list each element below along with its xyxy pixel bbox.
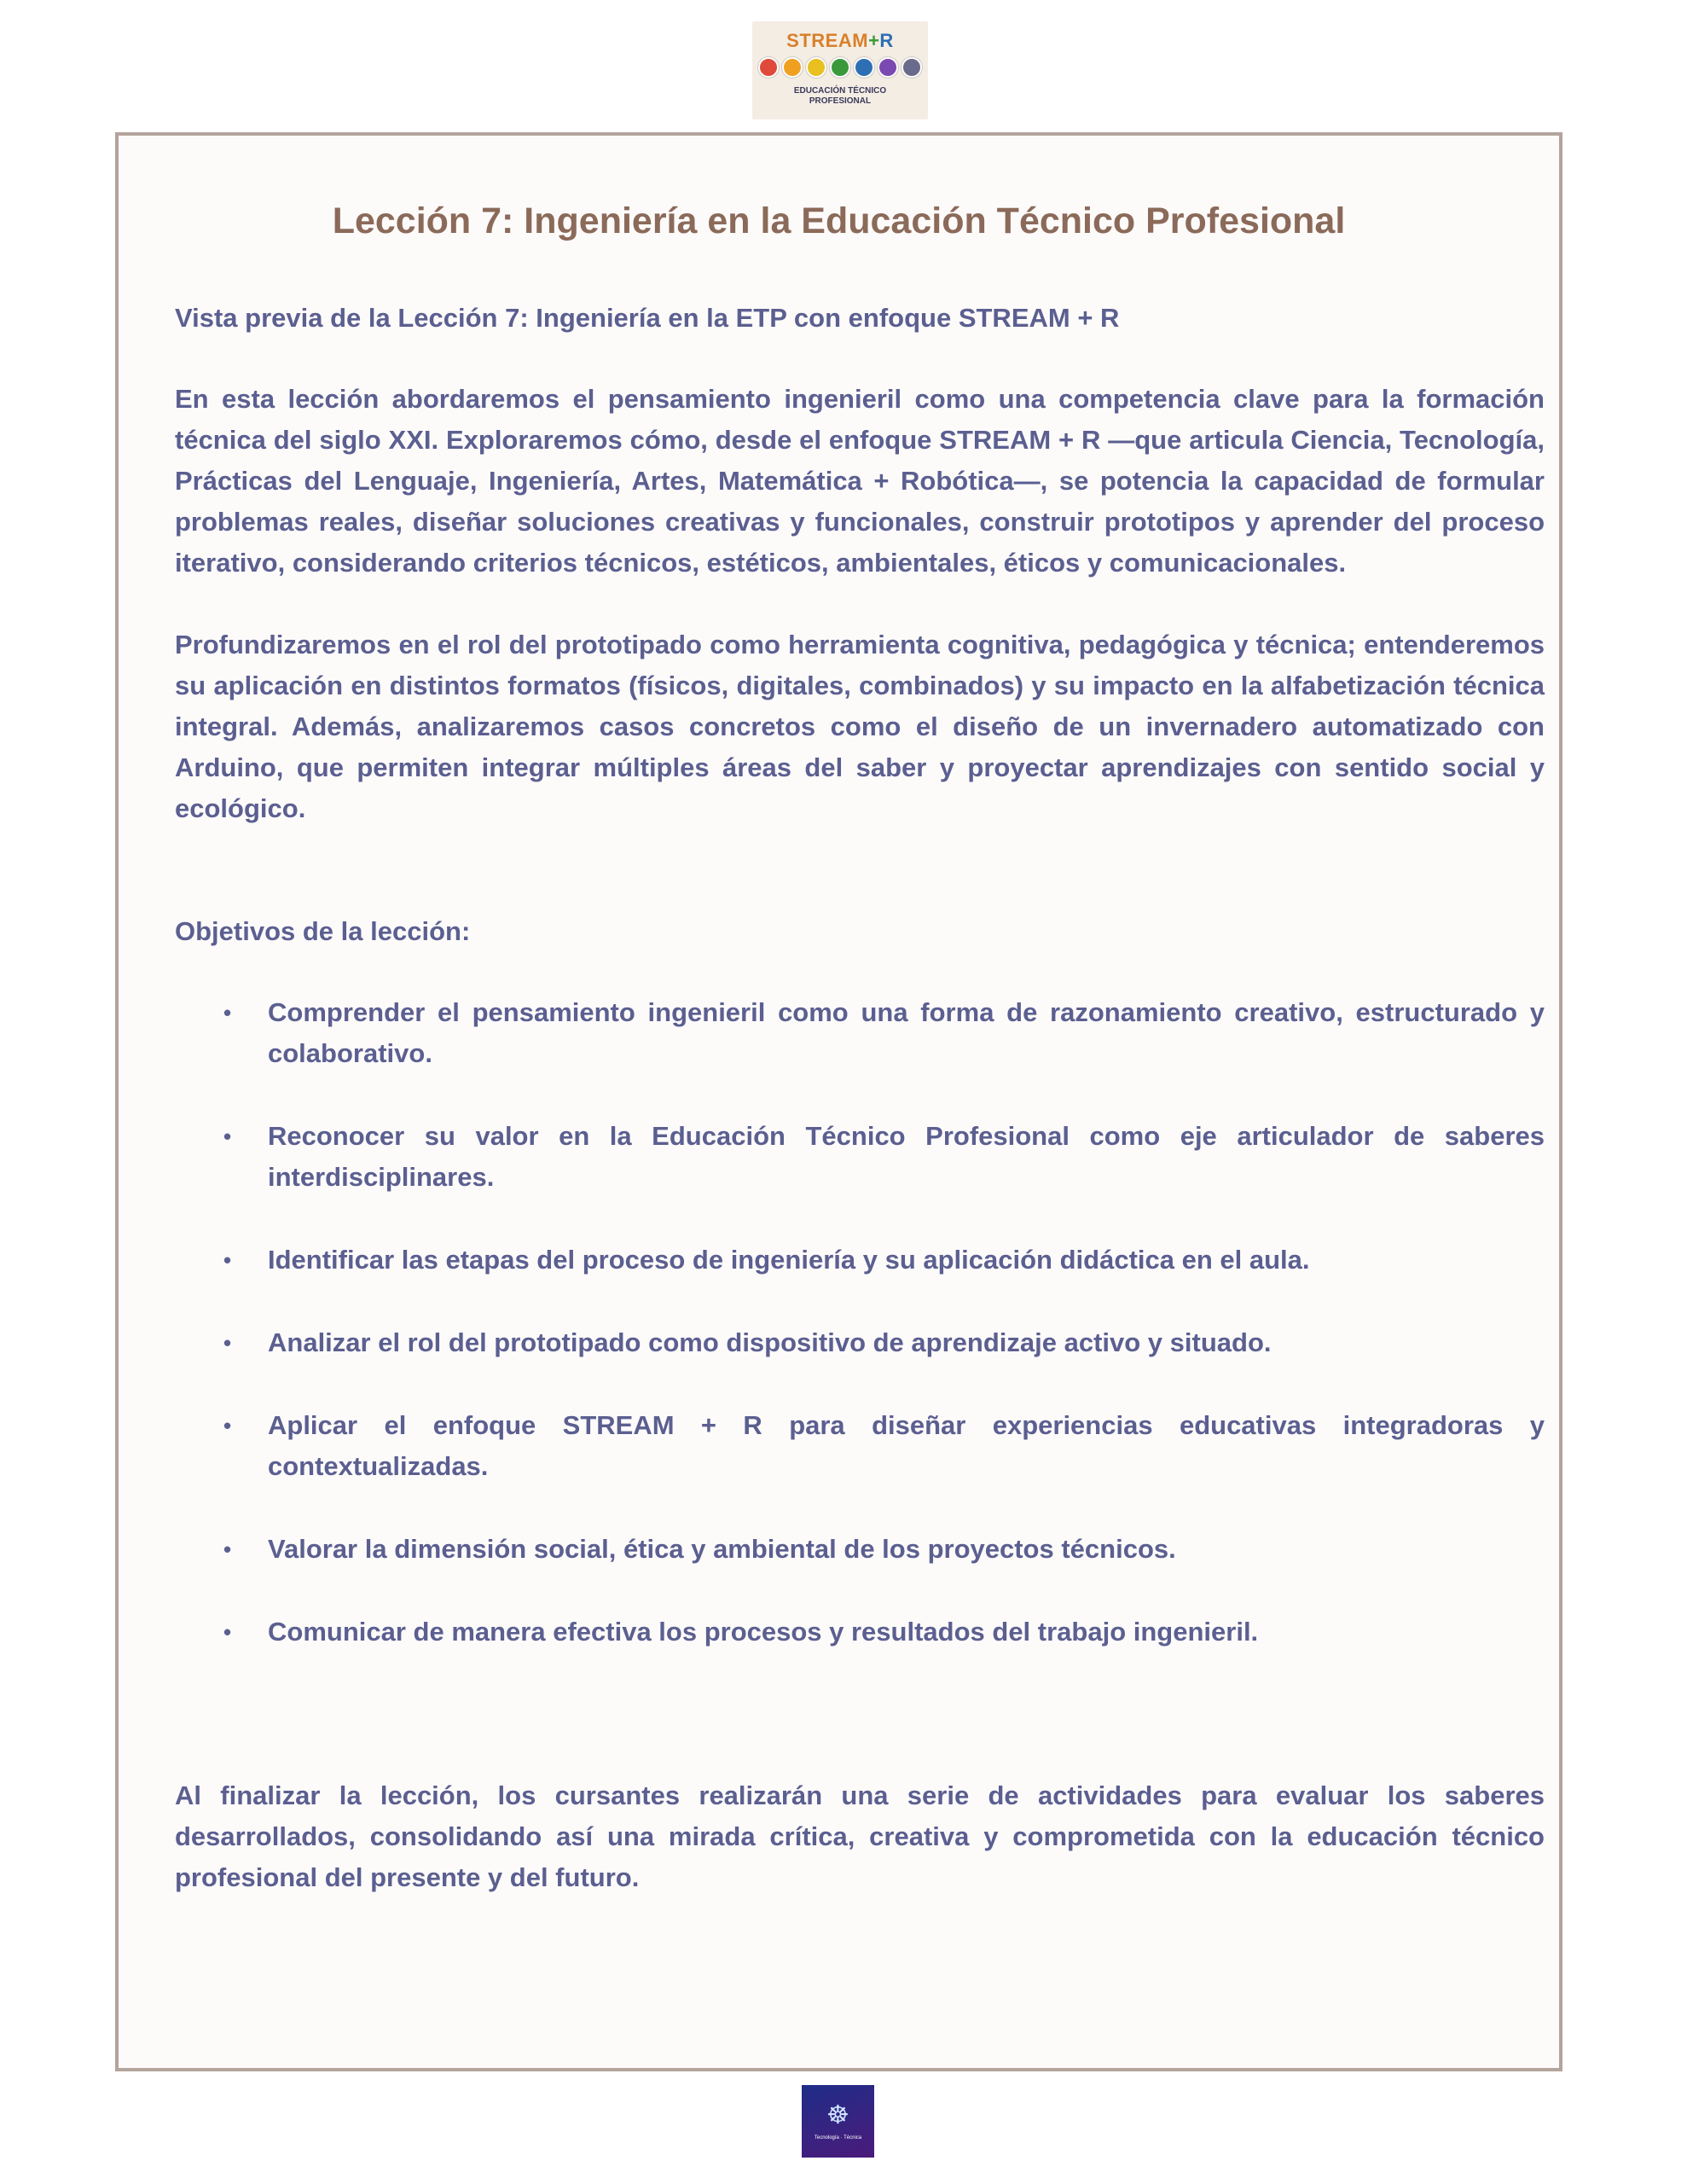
bullet-icon: • xyxy=(223,1000,232,1025)
objective-item xyxy=(175,1529,1545,1570)
objective-item xyxy=(175,1240,1545,1281)
objective-text: Comunicar de manera efectiva los procesos y resultados del trabajo ingenieril. xyxy=(268,1617,1259,1647)
objective-text: Analizar el rol del prototipado como dispositivo de aprendizaje activo y situado. xyxy=(268,1327,1272,1357)
robot-icon: ☸ xyxy=(826,2100,849,2129)
math-icon xyxy=(878,57,898,78)
page-title: Lección 7: Ingeniería en la Educación Técnico Profesional xyxy=(332,200,1346,241)
language-icon xyxy=(806,57,826,78)
objectives-list xyxy=(175,992,1545,1653)
objective-text: Valorar la dimensión social, ética y ambiental de los proyectos técnicos. xyxy=(268,1534,1176,1564)
arts-icon xyxy=(854,57,874,78)
prototyping-paragraph: Profundizaremos en el rol del prototipado como herramienta cognitiva, pedagógica y técnica; entenderemos su aplicación en distintos formatos (físicos, digitales, combinados) y su impacto en la alfabetización técnica integral. Además, analizaremos casos concretos como el diseño de un invernadero automatizado con Arduino, que permiten integrar múltiples áreas del saber y proyectar aprendizajes con sentido social y ecológico. xyxy=(175,630,1545,823)
logo-brand-plus: + xyxy=(868,30,880,51)
objective-text: Aplicar el enfoque STREAM + R para diseñar experiencias educativas integradoras y contextualizadas. xyxy=(268,1410,1545,1481)
logo-brand-text xyxy=(786,30,894,52)
engineering-icon xyxy=(830,57,850,78)
logo-tagline: EDUCACIÓN TÉCNICO PROFESIONAL xyxy=(793,86,887,106)
stream-r-logo xyxy=(752,21,928,119)
objective-text: Comprender el pensamiento ingenieril como una forma de razonamiento creativo, estructurado y colaborativo. xyxy=(268,997,1545,1068)
objective-item xyxy=(175,992,1545,1074)
objectives-heading: Objetivos de la lección: xyxy=(175,916,471,946)
bullet-icon: • xyxy=(223,1330,232,1356)
logo-discipline-icons xyxy=(758,57,922,78)
logo-brand-stream: STREAM xyxy=(786,30,869,51)
lesson-frame xyxy=(115,132,1562,2071)
science-icon xyxy=(758,57,779,78)
bullet-icon: • xyxy=(223,1536,232,1562)
lesson-content xyxy=(175,298,1545,1898)
logo-brand-r: R xyxy=(879,30,894,51)
technology-icon xyxy=(782,57,803,78)
lesson-subtitle: Vista previa de la Lección 7: Ingeniería en la ETP con enfoque STREAM + R xyxy=(175,303,1120,333)
robotics-icon xyxy=(901,57,922,78)
objective-text: Reconocer su valor en la Educación Técnico Profesional como eje articulador de saberes interdisciplinares. xyxy=(268,1121,1545,1192)
footer-logo-caption: Tecnología · Técnica xyxy=(814,2135,862,2140)
bullet-icon: • xyxy=(223,1124,232,1149)
objective-item xyxy=(175,1322,1545,1363)
objective-item xyxy=(175,1116,1545,1198)
intro-paragraph: En esta lección abordaremos el pensamiento ingenieril como una competencia clave para la formación técnica del siglo XXI. Exploraremos cómo, desde el enfoque STREAM + R —que articula Ciencia, Tecnología, Prácticas del Lenguaje, Ingeniería, Artes, Matemática + Robótica—, se potencia la capacidad de formular problemas reales, diseñar soluciones creativas y funcionales, construir prototipos y aprender del proceso iterativo, considerando criterios técnicos, estéticos, ambientales, éticos y comunicacionales. xyxy=(175,384,1545,578)
bullet-icon: • xyxy=(223,1619,232,1645)
closing-paragraph: Al finalizar la lección, los cursantes realizarán una serie de actividades para evaluar los saberes desarrollados, consolidando así una mirada crítica, creativa y comprometida con la educación técnico profesional del presente y del futuro. xyxy=(175,1780,1545,1892)
bullet-icon: • xyxy=(223,1247,232,1273)
objective-item xyxy=(175,1612,1545,1653)
tecnologia-tecnica-logo xyxy=(802,2085,874,2158)
objective-item xyxy=(175,1405,1545,1487)
objective-text: Identificar las etapas del proceso de ingeniería y su aplicación didáctica en el aula. xyxy=(268,1245,1310,1275)
bullet-icon: • xyxy=(223,1413,232,1438)
